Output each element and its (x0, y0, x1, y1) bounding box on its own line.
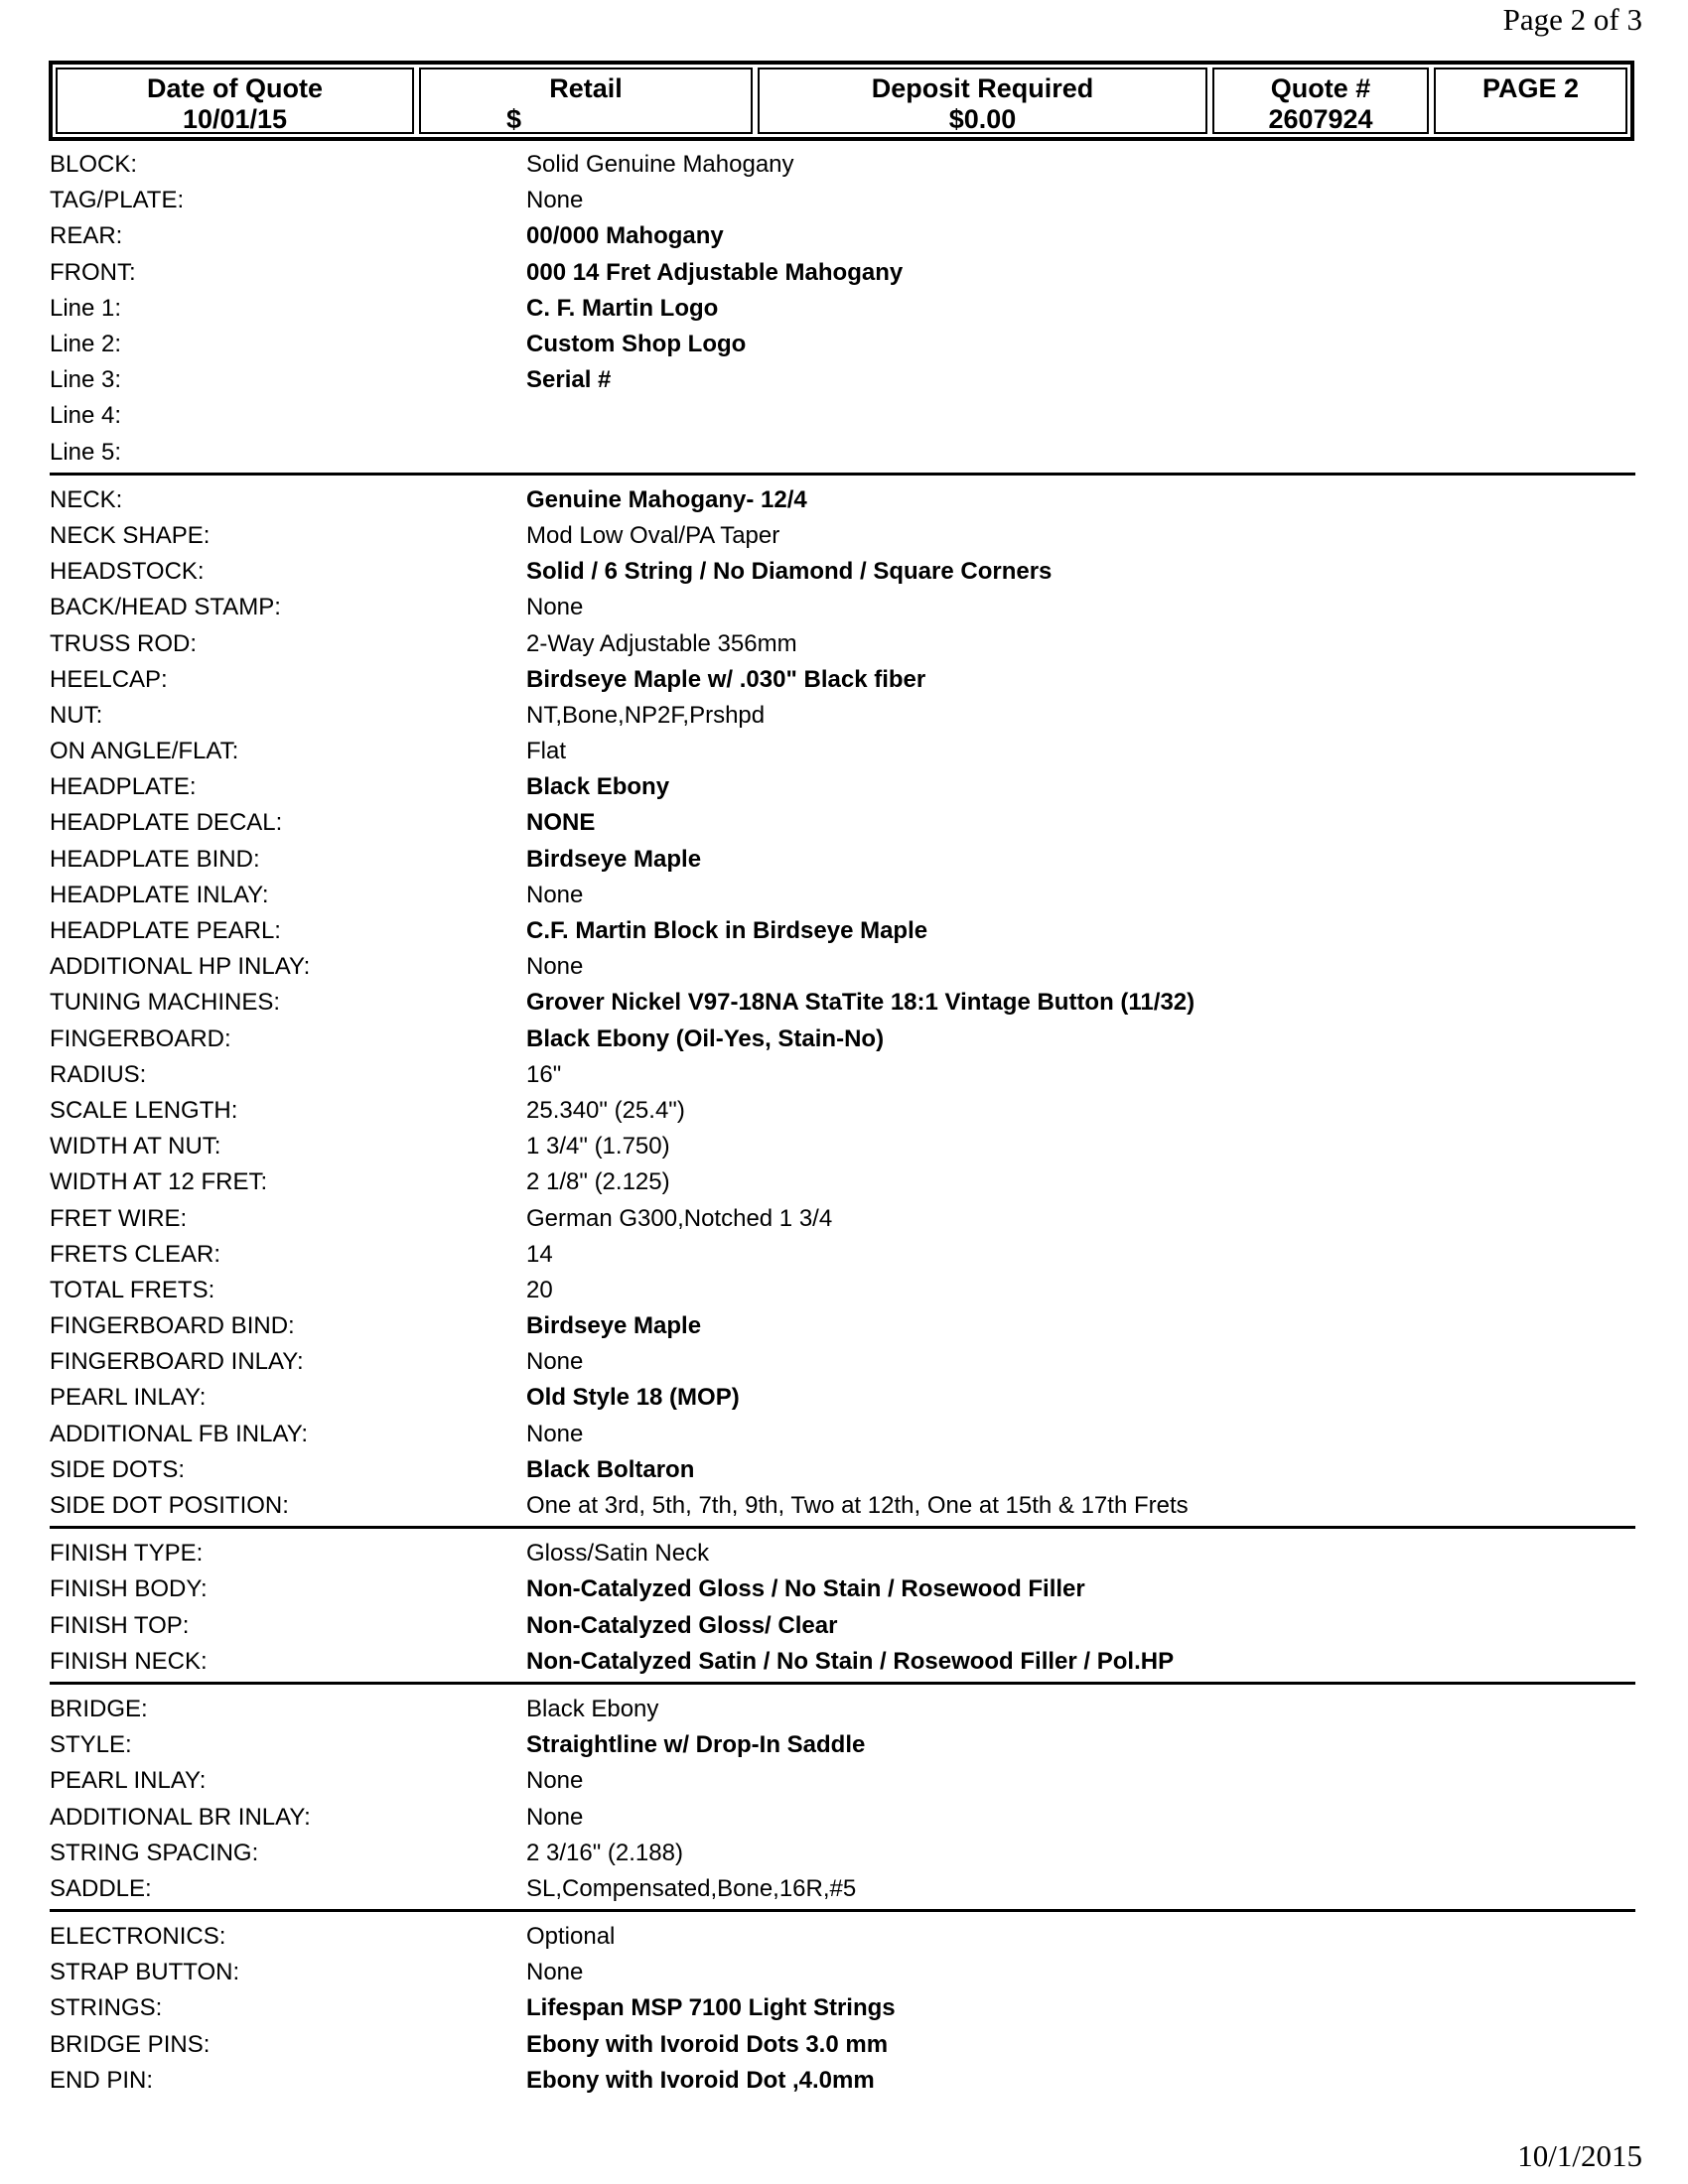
quote-header-table (49, 61, 1634, 141)
spec-value: Birdseye Maple (526, 1312, 702, 1340)
spec-row (50, 1057, 1635, 1093)
spec-value: Custom Shop Logo (526, 331, 747, 358)
spec-row (50, 1571, 1635, 1607)
spec-row (50, 878, 1635, 913)
spec-label: FINISH TYPE: (50, 1540, 204, 1568)
spec-value: None (526, 594, 584, 621)
spec-row (50, 590, 1635, 625)
spec-row (50, 1799, 1635, 1835)
spec-row (50, 1417, 1635, 1452)
spec-row (50, 805, 1635, 841)
spec-label: FINISH NECK: (50, 1647, 208, 1675)
spec-value: None (526, 881, 584, 908)
spec-row (50, 949, 1635, 985)
spec-row (50, 147, 1635, 183)
spec-value: 25.340" (25.4") (526, 1096, 685, 1124)
spec-value: Flat (526, 738, 567, 765)
spec-value: Ebony with Ivoroid Dot ,4.0mm (526, 2066, 875, 2094)
spec-label: NECK SHAPE: (50, 521, 211, 549)
page-indicator: Page 2 of 3 (1502, 2, 1642, 37)
spec-row (50, 1093, 1635, 1129)
spec-value: None (526, 1420, 584, 1447)
spec-row (50, 482, 1635, 518)
spec-value: Non-Catalyzed Satin / No Stain / Rosewood Filler / Pol.HP (526, 1647, 1175, 1675)
spec-row (50, 1308, 1635, 1344)
spec-value: Old Style 18 (MOP) (526, 1384, 740, 1412)
spec-row (50, 218, 1635, 254)
spec-section (50, 482, 1635, 1529)
spec-label: Line 3: (50, 366, 122, 394)
spec-value: Serial # (526, 366, 612, 394)
spec-value: Grover Nickel V97-18NA StaTite 18:1 Vintage Button (11/32) (526, 989, 1196, 1017)
spec-label: ADDITIONAL HP INLAY: (50, 953, 311, 981)
spec-value: Solid / 6 String / No Diamond / Square Corners (526, 558, 1053, 586)
spec-label: ADDITIONAL FB INLAY: (50, 1420, 309, 1447)
deposit-required-cell (758, 68, 1207, 134)
spec-row (50, 1344, 1635, 1380)
retail-label: Retail (549, 73, 623, 103)
spec-section (50, 1692, 1635, 1912)
spec-value: Lifespan MSP 7100 Light Strings (526, 1994, 896, 2022)
spec-label: ON ANGLE/FLAT: (50, 738, 239, 765)
spec-value: 2 1/8" (2.125) (526, 1168, 670, 1196)
spec-row (50, 1237, 1635, 1273)
spec-label: BRIDGE PINS: (50, 2030, 211, 2058)
spec-label: Line 1: (50, 294, 122, 322)
spec-row (50, 1871, 1635, 1907)
spec-value: C.F. Martin Block in Birdseye Maple (526, 917, 928, 945)
spec-label: FRETS CLEAR: (50, 1240, 221, 1268)
spec-value: None (526, 187, 584, 214)
spec-label: NECK: (50, 485, 123, 513)
spec-section (50, 1536, 1635, 1685)
spec-row (50, 842, 1635, 878)
spec-row (50, 398, 1635, 434)
spec-label: HEADPLATE PEARL: (50, 917, 281, 945)
retail-value: $ (506, 104, 522, 134)
spec-label: Line 2: (50, 331, 122, 358)
spec-label: Line 5: (50, 438, 122, 466)
spec-label: STRINGS: (50, 1994, 163, 2022)
spec-label: STRING SPACING: (50, 1839, 259, 1866)
spec-label: NUT: (50, 701, 103, 729)
spec-value: NONE (526, 809, 596, 837)
spec-row (50, 1022, 1635, 1057)
spec-label: FINGERBOARD: (50, 1024, 231, 1052)
spec-row (50, 255, 1635, 291)
spec-label: TAG/PLATE: (50, 187, 185, 214)
spec-row (50, 985, 1635, 1021)
page-label: PAGE 2 (1481, 73, 1580, 103)
spec-label: ADDITIONAL BR INLAY: (50, 1803, 311, 1831)
spec-value: 20 (526, 1276, 553, 1303)
spec-label: FRET WIRE: (50, 1204, 188, 1232)
spec-label: BACK/HEAD STAMP: (50, 594, 281, 621)
spec-label: BRIDGE: (50, 1695, 148, 1722)
quote-number-cell (1212, 68, 1429, 134)
quote-number-value: 2607924 (1268, 104, 1373, 134)
spec-label: ELECTRONICS: (50, 1923, 226, 1951)
spec-row (50, 913, 1635, 949)
spec-label: PEARL INLAY: (50, 1384, 207, 1412)
deposit-required-value: $0.00 (948, 104, 1017, 134)
spec-value: Non-Catalyzed Gloss/ Clear (526, 1611, 838, 1639)
spec-label: FINISH BODY: (50, 1575, 208, 1603)
date-of-quote-label: Date of Quote (146, 73, 323, 103)
spec-row (50, 1836, 1635, 1871)
spec-label: SCALE LENGTH: (50, 1096, 238, 1124)
spec-row (50, 435, 1635, 471)
spec-label: TUNING MACHINES: (50, 989, 281, 1017)
spec-value: None (526, 1348, 584, 1376)
spec-value: NT,Bone,NP2F,Prshpd (526, 701, 766, 729)
spec-label: HEADSTOCK: (50, 558, 205, 586)
spec-value: 2 3/16" (2.188) (526, 1839, 683, 1866)
spec-row (50, 1200, 1635, 1236)
spec-row (50, 1273, 1635, 1308)
spec-value: None (526, 1767, 584, 1795)
spec-label: STRAP BUTTON: (50, 1959, 240, 1986)
spec-row (50, 327, 1635, 362)
spec-label: Line 4: (50, 402, 122, 430)
spec-row (50, 183, 1635, 218)
spec-label: HEADPLATE BIND: (50, 845, 260, 873)
spec-value: Mod Low Oval/PA Taper (526, 521, 780, 549)
spec-label: SIDE DOT POSITION: (50, 1492, 289, 1520)
spec-row (50, 734, 1635, 769)
spec-label: SADDLE: (50, 1874, 152, 1902)
spec-value: Optional (526, 1923, 616, 1951)
spec-row (50, 625, 1635, 661)
spec-label: FINISH TOP: (50, 1611, 190, 1639)
spec-value: None (526, 953, 584, 981)
spec-label: HEELCAP: (50, 665, 168, 693)
footer-date: 10/1/2015 (1517, 2138, 1642, 2173)
spec-value: Black Ebony (Oil-Yes, Stain-No) (526, 1024, 885, 1052)
spec-label: PEARL INLAY: (50, 1767, 207, 1795)
spec-value: Birdseye Maple (526, 845, 702, 873)
spec-row (50, 518, 1635, 554)
date-of-quote-cell (56, 68, 414, 134)
spec-label: SIDE DOTS: (50, 1455, 186, 1483)
spec-label: TOTAL FRETS: (50, 1276, 215, 1303)
spec-value: Ebony with Ivoroid Dots 3.0 mm (526, 2030, 889, 2058)
spec-row (50, 1644, 1635, 1680)
spec-value: Black Ebony (526, 1695, 659, 1722)
spec-row (50, 291, 1635, 327)
spec-value: None (526, 1803, 584, 1831)
spec-value: Straightline w/ Drop-In Saddle (526, 1731, 866, 1759)
spec-value: 2-Way Adjustable 356mm (526, 629, 797, 657)
spec-label: END PIN: (50, 2066, 154, 2094)
spec-label: FINGERBOARD BIND: (50, 1312, 295, 1340)
spec-row (50, 769, 1635, 805)
spec-value: Solid Genuine Mahogany (526, 151, 794, 179)
spec-row (50, 1608, 1635, 1644)
retail-cell (419, 68, 753, 134)
spec-label: HEADPLATE INLAY: (50, 881, 269, 908)
spec-row (50, 1536, 1635, 1571)
spec-value: 1 3/4" (1.750) (526, 1133, 670, 1160)
spec-label: REAR: (50, 222, 123, 250)
spec-value: 000 14 Fret Adjustable Mahogany (526, 258, 904, 286)
spec-row (50, 1990, 1635, 2026)
spec-value: SL,Compensated,Bone,16R,#5 (526, 1874, 857, 1902)
spec-row (50, 2027, 1635, 2063)
spec-row (50, 1452, 1635, 1488)
spec-value: One at 3rd, 5th, 7th, 9th, Two at 12th, One at 15th & 17th Frets (526, 1492, 1189, 1520)
spec-value: Gloss/Satin Neck (526, 1540, 710, 1568)
spec-label: BLOCK: (50, 151, 138, 179)
spec-value: C. F. Martin Logo (526, 294, 719, 322)
spec-row (50, 362, 1635, 398)
spec-label: HEADPLATE: (50, 773, 197, 801)
spec-value: Non-Catalyzed Gloss / No Stain / Rosewood Filler (526, 1575, 1085, 1603)
spec-row (50, 698, 1635, 734)
spec-row (50, 1955, 1635, 1990)
spec-label: HEADPLATE DECAL: (50, 809, 283, 837)
quote-number-label: Quote # (1270, 73, 1371, 103)
spec-row (50, 1488, 1635, 1524)
spec-row (50, 1919, 1635, 1955)
spec-value: Black Ebony (526, 773, 670, 801)
spec-row (50, 1692, 1635, 1727)
spec-label: RADIUS: (50, 1060, 147, 1088)
spec-label: WIDTH AT 12 FRET: (50, 1168, 268, 1196)
spec-value: None (526, 1959, 584, 1986)
spec-row (50, 1129, 1635, 1164)
page-label-cell (1434, 68, 1627, 134)
spec-label: TRUSS ROD: (50, 629, 198, 657)
spec-row (50, 1164, 1635, 1200)
spec-label: FRONT: (50, 258, 136, 286)
spec-row (50, 2063, 1635, 2099)
spec-value: 16" (526, 1060, 562, 1088)
spec-value: Genuine Mahogany- 12/4 (526, 485, 807, 513)
date-of-quote-value: 10/01/15 (182, 104, 288, 134)
spec-section (50, 147, 1635, 476)
deposit-required-label: Deposit Required (871, 73, 1094, 103)
spec-label: WIDTH AT NUT: (50, 1133, 221, 1160)
spec-value: Birdseye Maple w/ .030" Black fiber (526, 665, 926, 693)
spec-row (50, 1763, 1635, 1799)
spec-row (50, 662, 1635, 698)
spec-value: 00/000 Mahogany (526, 222, 724, 250)
spec-row (50, 554, 1635, 590)
spec-value: 14 (526, 1240, 553, 1268)
spec-row (50, 1380, 1635, 1416)
spec-value: German G300,Notched 1 3/4 (526, 1204, 833, 1232)
spec-row (50, 1727, 1635, 1763)
spec-label: FINGERBOARD INLAY: (50, 1348, 304, 1376)
spec-label: STYLE: (50, 1731, 132, 1759)
spec-section (50, 1919, 1635, 2101)
spec-list (50, 147, 1635, 2108)
spec-value: Black Boltaron (526, 1455, 695, 1483)
